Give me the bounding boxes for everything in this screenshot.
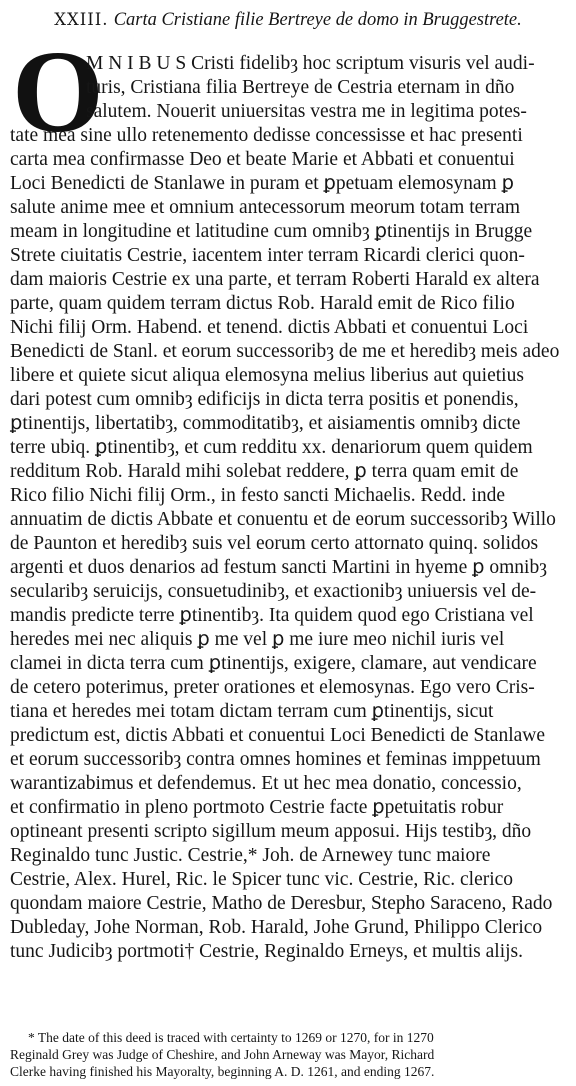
body-line: optineant presenti scripto sigillum meum apposui. Hijs testibȝ, dño [10, 821, 532, 842]
body-line: turis, Cristiana filia Bertreye de Cestria eternam in dño [86, 77, 515, 98]
body-line: argenti et duos denarios ad festum sancti Martini in hyeme ꝑ omnibȝ [10, 557, 547, 578]
body-line: tate mea sine ullo retenemento dedisse concessisse et hac presenti [10, 125, 523, 146]
body-line: tiana et heredes mei totam dictam terram cum ꝑtinentijs, sicut [10, 701, 494, 722]
body-line: predictum est, dictis Abbati et conuentui Loci Benedicti de Stanlawe [10, 725, 546, 746]
body-line: et eorum successoribȝ contra omnes homines et feminas imppetuum [10, 749, 541, 770]
body-line: de cetero poterimus, preter orationes et elemosynas. Ego vero Cris- [10, 677, 535, 698]
body-line: salute anime mee et omnium antecessorum meorum totam terram [10, 197, 521, 218]
body-line: Nichi filij Orm. Habend. et tenend. dictis Abbati et conuentui Loci [10, 317, 529, 338]
body-line: annuatim de dictis Abbate et conuentu et de eorum successoribȝ Willo [10, 509, 556, 530]
body-line: salutem. Nouerit uniuersitas vestra me in legitima potes- [86, 101, 527, 122]
body-line: tunc Judicibȝ portmoti† Cestrie, Reginaldo Erneys, et multis alijs. [10, 941, 524, 962]
charter-title: Carta Cristiane filie Bertreye de domo in Bruggestrete. [113, 9, 522, 30]
body-line: Benedicti de Stanl. et eorum successoribȝ de me et heredibȝ meis adeo [10, 341, 560, 362]
body-line: heredes mei nec aliquis ꝑ me vel ꝑ me iure meo nichil iuris vel [10, 629, 505, 650]
body-line: mandis predicte terre ꝑtinentibȝ. Ita quidem quod ego Cristiana vel [10, 605, 534, 626]
body-line: dari potest cum omnibȝ edificijs in dicta terra positis et ponendis, [10, 389, 519, 410]
body-line: M N I B U S Cristi fidelibȝ hoc scriptum visuris vel audi- [86, 53, 535, 74]
body-line: ꝑtinentijs, libertatibȝ, commoditatibȝ, et aisiamentis omnibȝ dicte [10, 413, 521, 434]
body-line: de Paunton et heredibȝ suis vel eorum certo attornato quinq. solidos [10, 533, 539, 554]
footnote-line: Reginald Grey was Judge of Cheshire, and John Arneway was Mayor, Richard [10, 1047, 435, 1062]
body-line: Dubleday, Johe Norman, Rob. Harald, Johe Grund, Philippo Clerico [10, 917, 543, 938]
footnote-line: Clerke having finished his Mayoralty, beginning A. D. 1261, and ending 1267. [10, 1064, 435, 1079]
body-line: libere et quiete sicut aliqua elemosyna melius liberius aut quietius [10, 365, 524, 386]
body-line: carta mea confirmasse Deo et beate Marie et Abbati et conuentui [10, 149, 515, 170]
body-line: warantizabimus et defendemus. Et ut hec mea donatio, concessio, [10, 773, 522, 794]
body-line: meam in longitudine et latitudine cum omnibȝ ꝑtinentijs in Brugge [10, 221, 533, 242]
body-line: Reginaldo tunc Justic. Cestrie,* Joh. de Arnewey tunc maiore [10, 845, 491, 866]
body-line: Loci Benedicti de Stanlawe in puram et ꝑpetuam elemosynam ꝑ [10, 173, 514, 194]
charter-number: XXIII. [54, 10, 109, 30]
body-line: et confirmatio in pleno portmoto Cestrie facte ꝑpetuitatis robur [10, 797, 504, 818]
body-line: parte, quam quidem terram dictus Rob. Harald emit de Rico filio [10, 293, 515, 314]
body-line: Rico filio Nichi filij Orm., in festo sancti Michaelis. Redd. inde [10, 485, 505, 506]
body-line: Cestrie, Alex. Hurel, Ric. le Spicer tunc vic. Cestrie, Ric. clerico [10, 869, 514, 890]
footnote-line: * The date of this deed is traced with certainty to 1269 or 1270, for in 1270 [28, 1030, 434, 1045]
body-line: clamei in dicta terra cum ꝑtinentijs, exigere, clamare, aut vendicare [10, 653, 537, 674]
body-line: dam maioris Cestrie ex una parte, et terram Roberti Harald ex altera [10, 269, 540, 290]
body-line: secularibȝ seruicijs, consuetudinibȝ, et exactionibȝ uniuersis vel de- [10, 581, 537, 602]
body-line: Strete ciuitatis Cestrie, iacentem inter terram Ricardi clerici quon- [10, 245, 525, 266]
body-line: quondam maiore Cestrie, Matho de Deresbur, Stepho Saraceno, Rado [10, 893, 553, 914]
drop-cap: O [12, 26, 104, 157]
body-line: terre ubiq. ꝑtinentibȝ, et cum redditu xx. denariorum quem quidem [10, 437, 533, 458]
body-line: redditum Rob. Harald mihi solebat reddere, ꝑ terra quam emit de [10, 461, 519, 482]
